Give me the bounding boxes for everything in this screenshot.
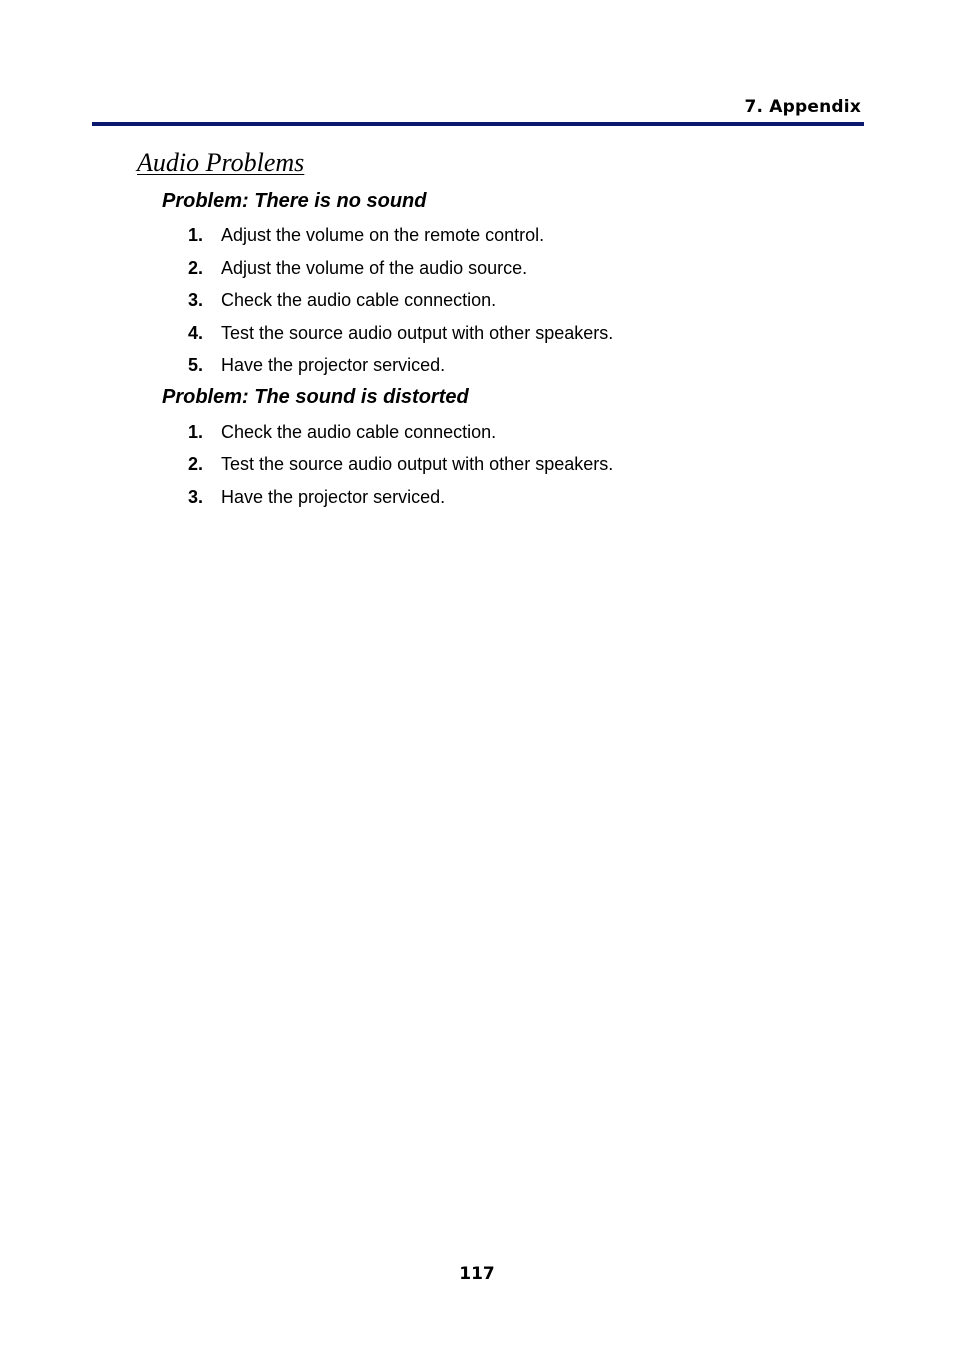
list-item (188, 289, 496, 311)
list-item (188, 486, 445, 508)
step-text: Adjust the volume on the remote control. (221, 225, 545, 245)
header-rule (92, 122, 864, 126)
step-number: 4. (188, 323, 204, 343)
problem-heading-no-sound: Problem: There is no sound (162, 190, 427, 212)
step-number: 3. (188, 487, 204, 507)
list-item (188, 257, 527, 279)
page-number: 117 (459, 1264, 495, 1284)
step-number: 2. (188, 454, 204, 474)
step-text: Adjust the volume of the audio source. (221, 258, 528, 278)
step-text: Have the projector serviced. (221, 355, 446, 375)
section-title: Audio Problems (137, 148, 305, 177)
step-text: Check the audio cable connection. (221, 422, 497, 442)
step-text: Test the source audio output with other speakers. (221, 454, 614, 474)
step-number: 1. (188, 422, 204, 442)
problem-heading-distorted: Problem: The sound is distorted (162, 386, 469, 408)
list-item (188, 224, 544, 246)
list-item (188, 322, 613, 344)
step-text: Test the source audio output with other speakers. (221, 323, 614, 343)
chapter-header: 7. Appendix (744, 97, 861, 117)
list-item (188, 453, 613, 475)
step-number: 2. (188, 258, 204, 278)
step-text: Have the projector serviced. (221, 487, 446, 507)
list-item (188, 421, 496, 443)
step-number: 1. (188, 225, 204, 245)
step-number: 5. (188, 355, 204, 375)
step-number: 3. (188, 290, 204, 310)
list-item (188, 354, 445, 376)
step-text: Check the audio cable connection. (221, 290, 497, 310)
